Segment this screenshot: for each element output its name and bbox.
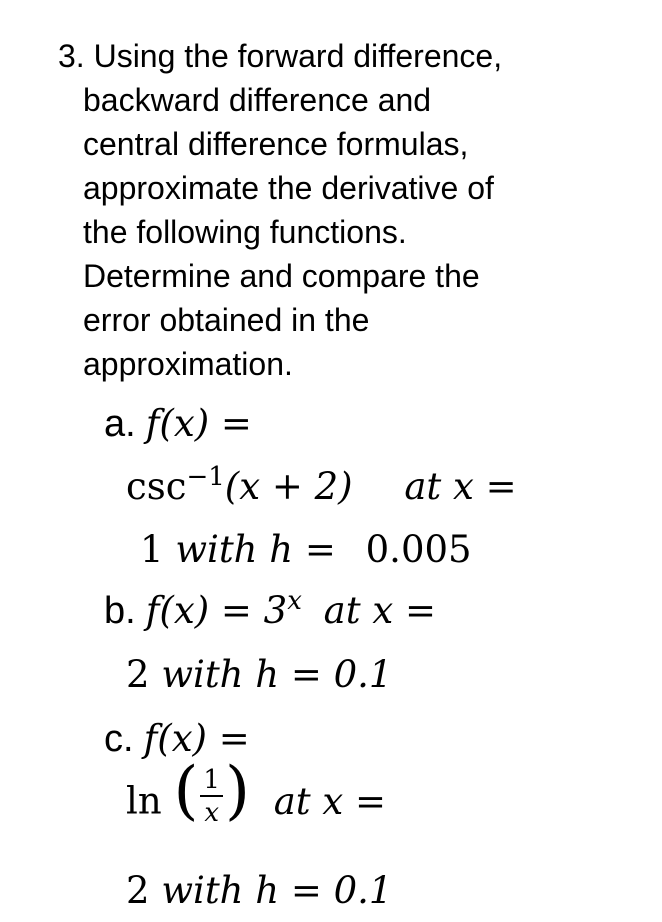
item-c-line-2: [126, 754, 387, 828]
problem-line: approximation.: [83, 346, 293, 382]
problem-line: 3. Using the forward difference,: [58, 38, 503, 74]
item-a-argument: (x + 2): [224, 465, 353, 508]
item-b-marker: b.: [104, 590, 136, 632]
item-c-line-3: [126, 869, 393, 912]
item-c-with: with h = 0.1: [161, 869, 393, 912]
problem-line: central difference formulas,: [83, 126, 469, 162]
item-b-point: 2: [126, 653, 150, 696]
item-c-at: at x =: [273, 779, 387, 823]
item-a-lhs: f(x) =: [145, 402, 252, 445]
item-a-marker: a.: [104, 403, 136, 445]
item-c-point: 2: [126, 869, 150, 912]
item-a-at: at x =: [404, 465, 517, 508]
problem-line: Determine and compare the: [83, 258, 480, 294]
problem-line: backward difference and: [83, 82, 432, 118]
item-a-h-value: 0.005: [365, 528, 472, 571]
right-paren: ): [224, 754, 250, 828]
item-c-fraction-group: [173, 754, 250, 828]
item-a-line-2: [126, 462, 517, 508]
item-b-exponent: x: [287, 586, 302, 616]
problem-statement: [58, 34, 648, 386]
problem-line: approximate the derivative of: [83, 170, 494, 206]
item-b-at: at x =: [323, 589, 436, 632]
item-b-lhs: f(x) = 3: [145, 589, 288, 632]
item-a-func: csc: [126, 465, 187, 508]
item-c-marker: c.: [104, 718, 134, 760]
item-a-with: with h =: [175, 528, 336, 571]
item-b-line-1: [104, 586, 436, 632]
problem-line: the following functions.: [83, 214, 407, 250]
left-paren: (: [173, 754, 199, 828]
item-c-numerator: 1: [200, 767, 223, 797]
item-c-fraction: [200, 764, 223, 828]
item-a-line-1: [104, 402, 252, 445]
item-c-denominator: x: [204, 797, 220, 828]
item-a-exponent: −1: [186, 462, 225, 492]
item-b-line-2: [126, 653, 393, 696]
item-b-with: with h = 0.1: [161, 653, 393, 696]
item-a-point: 1: [140, 528, 164, 571]
item-c-line-1: [104, 717, 250, 760]
item-c-lhs: f(x) =: [143, 717, 250, 760]
problem-line: error obtained in the: [83, 302, 370, 338]
item-c-func: ln: [126, 779, 162, 823]
item-a-line-3: [140, 528, 472, 571]
